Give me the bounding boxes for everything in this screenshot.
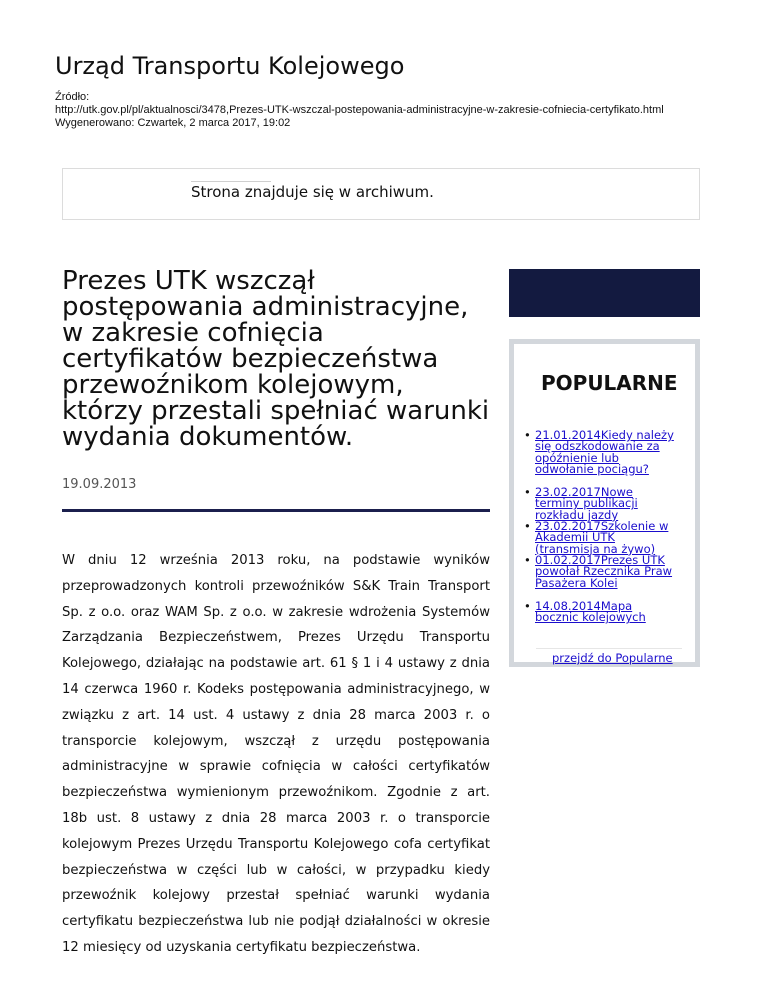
article-title: Prezes UTK wszczął postępowania administracyjne, w zakresie cofnięcia certyfikatów bezpieczeństwa przewoźnikom kolejowym, którzy przestali spełniać warunki wydania dokumentów. bbox=[62, 266, 490, 452]
bullet-icon: • bbox=[524, 519, 531, 533]
bullet-icon: • bbox=[524, 599, 531, 613]
generated-timestamp: Wygenerowano: Czwartek, 2 marca 2017, 19:02 bbox=[55, 117, 291, 129]
popular-date: 23.02.2017 bbox=[535, 519, 601, 533]
popular-title: Szkolenie w Akademii UTK (transmisja na żywo) bbox=[535, 519, 669, 556]
bullet-icon: • bbox=[524, 485, 531, 499]
popular-heading: POPULARNE bbox=[541, 371, 678, 395]
popular-date: 01.02.2017 bbox=[535, 553, 601, 567]
popular-date: 21.01.2014 bbox=[535, 428, 601, 442]
popular-divider bbox=[536, 648, 682, 649]
popular-link[interactable] bbox=[535, 428, 674, 476]
more-popular-link[interactable]: przejdź do Popularne bbox=[552, 651, 673, 665]
article-body: W dniu 12 września 2013 roku, na podstawie wyników przeprowadzonych kontroli przewoźników S&K Train Transport Sp. z o.o. oraz WAM Sp. z o.o. w zakresie wdrożenia Systemów Zarządzania Bezpieczeństwem, Prezes Urzędu Transportu Kolejowego, działając na podstawie art. 61 § 1 i 4 ustawy z dnia 14 czerwca 1960 r. Kodeks postępowania administracyjnego, w związku z art. 14 ust. 4 ustawy z dnia 28 marca 2003 r. o transporcie kolejowym, wszczął z urzędu postępowania administracyjne w sprawie cofnięcia w całości certyfikatów bezpieczeństwa wymienionym przewoźnikom. Zgodnie z art. 18b ust. 8 ustawy z dnia 28 marca 2003 r. o transporcie kolejowym Prezes Urzędu Transportu Kolejowego cofa certyfikat bezpieczeństwa w części lub w całości, w przypadku kiedy przewoźnik kolejowy przestał spełniać warunki wydania certyfikatu bezpieczeństwa lub nie podjął działalności w okresie 12 miesięcy od uzyskania certyfikatu bezpieczeństwa. bbox=[62, 553, 490, 955]
bullet-icon: • bbox=[524, 428, 531, 442]
source-url: http://utk.gov.pl/pl/aktualnosci/3478,Prezes-UTK-wszczal-postepowania-administracyjne-w-zakresie-cofniecia-certyfikato.html bbox=[55, 104, 664, 116]
article-divider bbox=[62, 509, 490, 512]
archive-divider bbox=[191, 181, 271, 182]
popular-date: 14.08.2014 bbox=[535, 599, 601, 613]
list-item bbox=[524, 555, 679, 601]
list-item bbox=[524, 487, 679, 521]
popular-list bbox=[524, 430, 679, 624]
bullet-icon: • bbox=[524, 553, 531, 567]
popular-date: 23.02.2017 bbox=[535, 485, 601, 499]
popular-title: Mapa bocznic kolejowych bbox=[535, 599, 646, 625]
popular-panel bbox=[509, 339, 700, 667]
popular-title: Prezes UTK powołał Rzecznika Praw Pasażera Kolei bbox=[535, 553, 673, 590]
source-label: Źródło: bbox=[55, 91, 90, 103]
popular-link[interactable] bbox=[535, 485, 638, 522]
article-date: 19.09.2013 bbox=[62, 477, 137, 492]
popular-link[interactable] bbox=[535, 519, 668, 556]
popular-title: Kiedy należy się odszkodowanie za opóźnienie lub odwołanie pociągu? bbox=[535, 428, 674, 477]
archive-notice: Strona znajduje się w archiwum. bbox=[191, 183, 434, 201]
source-info bbox=[55, 91, 715, 130]
site-title: Urząd Transportu Kolejowego bbox=[55, 52, 405, 80]
popular-link[interactable] bbox=[535, 599, 646, 624]
list-item bbox=[524, 601, 679, 624]
popular-title: Nowe terminy publikacji rozkładu jazdy bbox=[535, 485, 638, 522]
archive-notice-box bbox=[62, 168, 700, 220]
list-item bbox=[524, 521, 679, 555]
popular-link[interactable] bbox=[535, 553, 672, 590]
sidebar-banner bbox=[509, 269, 700, 317]
list-item bbox=[524, 430, 679, 487]
